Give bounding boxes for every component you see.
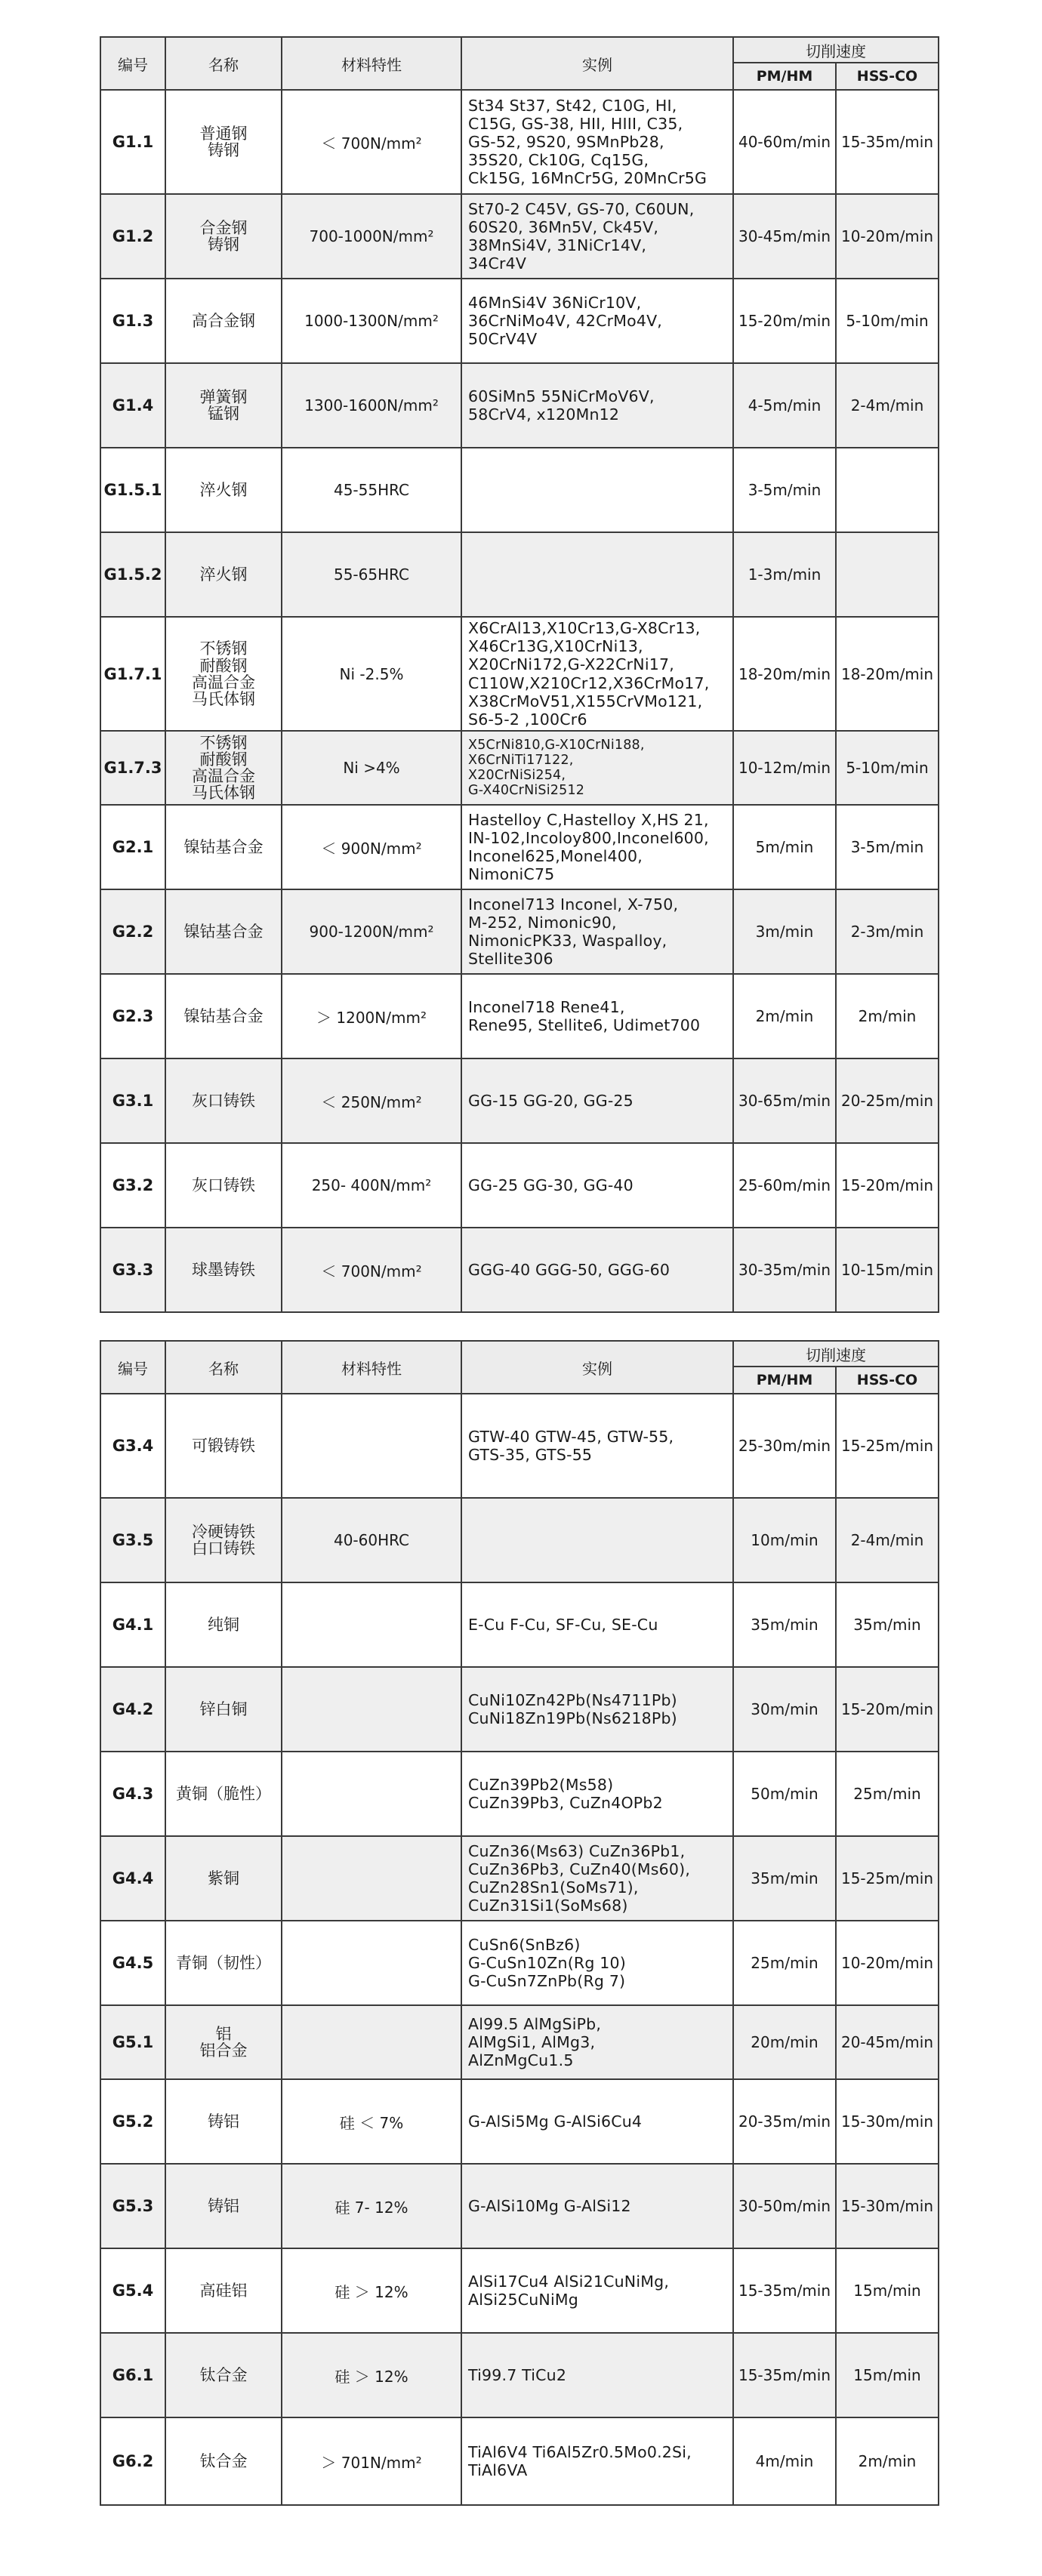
material-examples: CuSn6(SnBz6) G-CuSn10Zn(Rg 10) G-CuSn7ZnPb(Rg 7) [461, 1921, 733, 2005]
header-hss-co: HSS-CO [836, 1367, 939, 1394]
header-property: 材料特性 [282, 37, 461, 90]
material-property: 900-1200N/mm² [282, 889, 461, 974]
speed-pm-hm: 15-35m/min [733, 2248, 836, 2333]
material-examples: Inconel718 Rene41, Rene95, Stellite6, Udimet700 [461, 974, 733, 1058]
speed-pm-hm: 25-30m/min [733, 1394, 836, 1498]
speed-pm-hm: 1-3m/min [733, 532, 836, 617]
material-examples: Ti99.7 TiCu2 [461, 2333, 733, 2417]
material-examples [461, 448, 733, 532]
speed-pm-hm: 10m/min [733, 1498, 836, 1582]
material-examples: GTW-40 GTW-45, GTW-55, GTS-35, GTS-55 [461, 1394, 733, 1498]
table-row [100, 363, 939, 448]
speed-hss-co: 15m/min [836, 2248, 939, 2333]
table-row [100, 1058, 939, 1143]
material-name: 合金钢 铸钢 [165, 194, 282, 279]
table-row [100, 2248, 939, 2333]
material-name: 普通钢 铸钢 [165, 90, 282, 194]
material-examples: TiAl6V4 Ti6Al5Zr0.5Mo0.2Si, TiAl6VA [461, 2417, 733, 2505]
material-name: 黄铜（脆性） [165, 1752, 282, 1836]
material-code: G3.2 [100, 1143, 165, 1228]
material-code: G5.4 [100, 2248, 165, 2333]
cutting-speed-table-2 [100, 1340, 939, 2506]
speed-hss-co: 10-20m/min [836, 1921, 939, 2005]
material-examples: Hastelloy C,Hastelloy X,HS 21, IN-102,Incoloy800,Inconel600, Inconel625,Monel400, NimoniC75 [461, 805, 733, 889]
speed-hss-co [836, 448, 939, 532]
material-examples: 46MnSi4V 36NiCr10V, 36CrNiMo4V, 42CrMo4V, 50CrV4V [461, 279, 733, 363]
material-code: G3.4 [100, 1394, 165, 1498]
speed-hss-co: 15-25m/min [836, 1394, 939, 1498]
material-name: 淬火钢 [165, 448, 282, 532]
material-property: 55-65HRC [282, 532, 461, 617]
speed-pm-hm: 30-35m/min [733, 1228, 836, 1312]
material-property: 硅 ＞ 12% [282, 2333, 461, 2417]
header-cutting-speed: 切削速度 [733, 1341, 939, 1367]
speed-hss-co: 15-35m/min [836, 90, 939, 194]
material-name: 铸铝 [165, 2079, 282, 2164]
material-name: 淬火钢 [165, 532, 282, 617]
table-row [100, 2164, 939, 2248]
material-code: G1.4 [100, 363, 165, 448]
speed-hss-co: 15-25m/min [836, 1836, 939, 1921]
table-row [100, 1752, 939, 1836]
material-code: G5.1 [100, 2005, 165, 2079]
material-property [282, 1394, 461, 1498]
speed-hss-co: 5-10m/min [836, 279, 939, 363]
material-examples: Al99.5 AlMgSiPb, AlMgSi1, AlMg3, AlZnMgCu1.5 [461, 2005, 733, 2079]
material-property: 1000-1300N/mm² [282, 279, 461, 363]
speed-hss-co: 2m/min [836, 2417, 939, 2505]
material-examples: CuZn39Pb2(Ms58) CuZn39Pb3, CuZn4OPb2 [461, 1752, 733, 1836]
material-property: ＜ 900N/mm² [282, 805, 461, 889]
speed-pm-hm: 3-5m/min [733, 448, 836, 532]
material-examples: GG-25 GG-30, GG-40 [461, 1143, 733, 1228]
material-name: 镍钴基合金 [165, 805, 282, 889]
material-code: G5.3 [100, 2164, 165, 2248]
table-row [100, 1582, 939, 1667]
material-property: 250- 400N/mm² [282, 1143, 461, 1228]
table-row [100, 1143, 939, 1228]
table-row [100, 2417, 939, 2505]
material-code: G4.2 [100, 1667, 165, 1752]
material-name: 不锈钢 耐酸钢 高温合金 马氏体钢 [165, 617, 282, 731]
material-examples [461, 1498, 733, 1582]
material-name: 镍钴基合金 [165, 974, 282, 1058]
table-row [100, 194, 939, 279]
speed-hss-co: 15-20m/min [836, 1143, 939, 1228]
table-row [100, 889, 939, 974]
material-property [282, 1582, 461, 1667]
material-name: 铸铝 [165, 2164, 282, 2248]
table-row [100, 279, 939, 363]
material-examples: AlSi17Cu4 AlSi21CuNiMg, AlSi25CuNiMg [461, 2248, 733, 2333]
speed-pm-hm: 20-35m/min [733, 2079, 836, 2164]
table-row [100, 1836, 939, 1921]
material-property: ＜ 700N/mm² [282, 90, 461, 194]
speed-pm-hm: 35m/min [733, 1582, 836, 1667]
material-code: G1.7.1 [100, 617, 165, 731]
material-examples: CuZn36(Ms63) CuZn36Pb1, CuZn36Pb3, CuZn40(Ms60), CuZn28Sn1(SoMs71), CuZn31Si1(SoMs68) [461, 1836, 733, 1921]
material-code: G6.1 [100, 2333, 165, 2417]
material-name: 青铜（韧性） [165, 1921, 282, 2005]
table-row [100, 448, 939, 532]
speed-pm-hm: 30-50m/min [733, 2164, 836, 2248]
material-code: G4.1 [100, 1582, 165, 1667]
material-property [282, 2005, 461, 2079]
material-property: 45-55HRC [282, 448, 461, 532]
material-property: Ni >4% [282, 731, 461, 805]
material-name: 冷硬铸铁 白口铸铁 [165, 1498, 282, 1582]
header-code: 编号 [100, 37, 165, 90]
speed-pm-hm: 4-5m/min [733, 363, 836, 448]
material-code: G2.2 [100, 889, 165, 974]
header-code: 编号 [100, 1341, 165, 1394]
speed-hss-co: 10-20m/min [836, 194, 939, 279]
material-code: G4.4 [100, 1836, 165, 1921]
material-property [282, 1921, 461, 2005]
table-row [100, 2005, 939, 2079]
material-code: G3.1 [100, 1058, 165, 1143]
material-property: 硅 ＜ 7% [282, 2079, 461, 2164]
material-examples [461, 532, 733, 617]
material-code: G4.5 [100, 1921, 165, 2005]
speed-pm-hm: 4m/min [733, 2417, 836, 2505]
speed-pm-hm: 30-65m/min [733, 1058, 836, 1143]
table-row [100, 532, 939, 617]
material-name: 高硅铝 [165, 2248, 282, 2333]
speed-hss-co: 25m/min [836, 1752, 939, 1836]
material-property: ＞ 1200N/mm² [282, 974, 461, 1058]
speed-pm-hm: 50m/min [733, 1752, 836, 1836]
material-code: G1.5.2 [100, 532, 165, 617]
material-property: ＜ 700N/mm² [282, 1228, 461, 1312]
material-examples: E-Cu F-Cu, SF-Cu, SE-Cu [461, 1582, 733, 1667]
table-row [100, 731, 939, 805]
material-code: G1.1 [100, 90, 165, 194]
material-property: 硅 ＞ 12% [282, 2248, 461, 2333]
material-examples: G-AlSi10Mg G-AlSi12 [461, 2164, 733, 2248]
speed-hss-co: 20-25m/min [836, 1058, 939, 1143]
material-examples: Inconel713 Inconel, X-750, M-252, Nimonic90, NimonicPK33, Waspalloy, Stellite306 [461, 889, 733, 974]
speed-hss-co: 15-30m/min [836, 2079, 939, 2164]
table-row [100, 1228, 939, 1312]
table-row [100, 974, 939, 1058]
material-property [282, 1667, 461, 1752]
table-row [100, 1921, 939, 2005]
speed-hss-co: 2-3m/min [836, 889, 939, 974]
speed-hss-co: 15-20m/min [836, 1667, 939, 1752]
speed-pm-hm: 25-60m/min [733, 1143, 836, 1228]
speed-hss-co: 15-30m/min [836, 2164, 939, 2248]
material-code: G5.2 [100, 2079, 165, 2164]
material-name: 锌白铜 [165, 1667, 282, 1752]
speed-hss-co: 3-5m/min [836, 805, 939, 889]
material-name: 铝 铝合金 [165, 2005, 282, 2079]
material-code: G1.2 [100, 194, 165, 279]
material-name: 球墨铸铁 [165, 1228, 282, 1312]
material-examples: G-AlSi5Mg G-AlSi6Cu4 [461, 2079, 733, 2164]
material-property: Ni -2.5% [282, 617, 461, 731]
material-examples: St70-2 C45V, GS-70, C60UN, 60S20, 36Mn5V, Ck45V, 38MnSi4V, 31NiCr14V, 34Cr4V [461, 194, 733, 279]
material-code: G2.3 [100, 974, 165, 1058]
material-name: 钛合金 [165, 2417, 282, 2505]
material-examples: CuNi10Zn42Pb(Ns4711Pb) CuNi18Zn19Pb(Ns6218Pb) [461, 1667, 733, 1752]
material-name: 可锻铸铁 [165, 1394, 282, 1498]
material-examples: GG-15 GG-20, GG-25 [461, 1058, 733, 1143]
header-name: 名称 [165, 37, 282, 90]
speed-hss-co: 10-15m/min [836, 1228, 939, 1312]
material-examples: X6CrAl13,X10Cr13,G-X8Cr13, X46Cr13G,X10CrNi13, X20CrNi172,G-X22CrNi17, C110W,X210Cr12,X36CrMo17, X38CrMoV51,X155CrVMo121, S6-5-2 ,100Cr6 [461, 617, 733, 731]
header-property: 材料特性 [282, 1341, 461, 1394]
material-code: G4.3 [100, 1752, 165, 1836]
speed-pm-hm: 20m/min [733, 2005, 836, 2079]
material-name: 不锈钢 耐酸钢 高温合金 马氏体钢 [165, 731, 282, 805]
material-code: G3.3 [100, 1228, 165, 1312]
material-code: G6.2 [100, 2417, 165, 2505]
material-code: G3.5 [100, 1498, 165, 1582]
table-row [100, 1394, 939, 1498]
speed-hss-co: 2-4m/min [836, 363, 939, 448]
material-name: 镍钴基合金 [165, 889, 282, 974]
header-pm-hm: PM/HM [733, 63, 836, 90]
material-code: G1.7.3 [100, 731, 165, 805]
speed-hss-co [836, 532, 939, 617]
header-hss-co: HSS-CO [836, 63, 939, 90]
material-code: G2.1 [100, 805, 165, 889]
material-examples: GGG-40 GGG-50, GGG-60 [461, 1228, 733, 1312]
speed-pm-hm: 10-12m/min [733, 731, 836, 805]
header-example: 实例 [461, 1341, 733, 1394]
material-code: G1.3 [100, 279, 165, 363]
material-name: 灰口铸铁 [165, 1058, 282, 1143]
material-property: ＞ 701N/mm² [282, 2417, 461, 2505]
material-name: 钛合金 [165, 2333, 282, 2417]
material-property [282, 1752, 461, 1836]
material-name: 灰口铸铁 [165, 1143, 282, 1228]
material-name: 弹簧钢 锰钢 [165, 363, 282, 448]
speed-hss-co: 35m/min [836, 1582, 939, 1667]
material-examples: St34 St37, St42, C10G, HI, C15G, GS-38, HII, HIII, C35, GS-52, 9S20, 9SMnPb28, 35S20, Ck10G, Cq15G, Ck15G, 16MnCr5G, 20MnCr5G [461, 90, 733, 194]
header-cutting-speed: 切削速度 [733, 37, 939, 63]
material-name: 紫铜 [165, 1836, 282, 1921]
speed-hss-co: 2-4m/min [836, 1498, 939, 1582]
speed-pm-hm: 25m/min [733, 1921, 836, 2005]
material-name: 纯铜 [165, 1582, 282, 1667]
speed-pm-hm: 2m/min [733, 974, 836, 1058]
speed-pm-hm: 5m/min [733, 805, 836, 889]
header-example: 实例 [461, 37, 733, 90]
speed-pm-hm: 15-35m/min [733, 2333, 836, 2417]
speed-hss-co: 2m/min [836, 974, 939, 1058]
material-code: G1.5.1 [100, 448, 165, 532]
material-name: 高合金钢 [165, 279, 282, 363]
table-row [100, 1667, 939, 1752]
speed-pm-hm: 30m/min [733, 1667, 836, 1752]
material-property: ＜ 250N/mm² [282, 1058, 461, 1143]
speed-hss-co: 5-10m/min [836, 731, 939, 805]
material-property: 40-60HRC [282, 1498, 461, 1582]
table-row [100, 617, 939, 731]
material-property: 1300-1600N/mm² [282, 363, 461, 448]
speed-pm-hm: 35m/min [733, 1836, 836, 1921]
cutting-speed-table-1 [100, 36, 939, 1313]
speed-hss-co: 15m/min [836, 2333, 939, 2417]
speed-hss-co: 18-20m/min [836, 617, 939, 731]
material-examples: 60SiMn5 55NiCrMoV6V, 58CrV4, x120Mn12 [461, 363, 733, 448]
speed-pm-hm: 18-20m/min [733, 617, 836, 731]
material-examples: X5CrNi810,G-X10CrNi188, X6CrNiTi17122, X20CrNiSi254, G-X40CrNiSi2512 [461, 731, 733, 805]
speed-pm-hm: 40-60m/min [733, 90, 836, 194]
table-row [100, 90, 939, 194]
speed-pm-hm: 30-45m/min [733, 194, 836, 279]
material-property [282, 1836, 461, 1921]
table-row [100, 2079, 939, 2164]
material-property: 硅 7- 12% [282, 2164, 461, 2248]
table-row [100, 805, 939, 889]
speed-pm-hm: 15-20m/min [733, 279, 836, 363]
material-property: 700-1000N/mm² [282, 194, 461, 279]
speed-pm-hm: 3m/min [733, 889, 836, 974]
table-row [100, 1498, 939, 1582]
table-row [100, 2333, 939, 2417]
header-pm-hm: PM/HM [733, 1367, 836, 1394]
header-name: 名称 [165, 1341, 282, 1394]
speed-hss-co: 20-45m/min [836, 2005, 939, 2079]
